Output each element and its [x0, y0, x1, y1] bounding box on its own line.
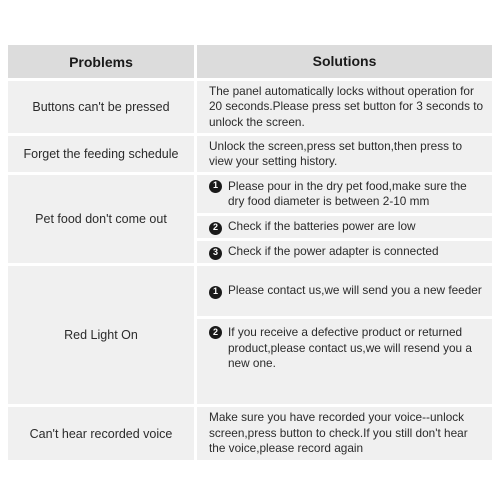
solution-cell: [197, 81, 492, 133]
problems-header: Problems: [8, 45, 194, 78]
table-row: [8, 81, 492, 133]
step-text: Check if the batteries power are low: [228, 219, 416, 234]
solution-step: [197, 175, 492, 213]
problem-cell: Pet food don't come out: [8, 175, 194, 263]
step-number-badge: 1: [209, 286, 222, 299]
solution-cell: [197, 136, 492, 172]
step-number-badge: 3: [209, 247, 222, 260]
step-number-badge: 1: [209, 180, 222, 193]
solution-text: Make sure you have recorded your voice--unlock screen,press button to check.If you still don't hear the voice,please record again: [209, 410, 468, 456]
table-header-row: [8, 45, 492, 78]
table-row: [8, 407, 492, 460]
problem-cell: Red Light On: [8, 266, 194, 404]
step-text: Please contact us,we will send you a new feeder: [228, 283, 482, 298]
solutions-header: Solutions: [197, 45, 492, 78]
step-number-badge: 2: [209, 222, 222, 235]
problem-cell: Buttons can't be pressed: [8, 81, 194, 133]
solution-step: [197, 216, 492, 238]
step-text: Check if the power adapter is connected: [228, 244, 439, 259]
problem-cell: Forget the feeding schedule: [8, 136, 194, 172]
solution-step: [197, 266, 492, 316]
table-row: [8, 175, 492, 263]
table-row: [8, 266, 492, 404]
step-number-badge: 2: [209, 326, 222, 339]
solution-step: [197, 241, 492, 263]
solution-cell: [197, 407, 492, 460]
step-text: Please pour in the dry pet food,make sure the dry food diameter is between 2-10 mm: [228, 178, 467, 208]
table-row: [8, 136, 492, 172]
solution-text: Unlock the screen,press set button,then press to view your setting history.: [209, 138, 463, 168]
solution-step: [197, 319, 492, 404]
problem-cell: Can't hear recorded voice: [8, 407, 194, 460]
step-text: If you receive a defective product or returned product,please contact us,we will resend you a new one.: [228, 325, 472, 370]
solution-text: The panel automatically locks without operation for 20 seconds.Please press set button for 3 seconds to unlock the screen.: [209, 83, 484, 129]
